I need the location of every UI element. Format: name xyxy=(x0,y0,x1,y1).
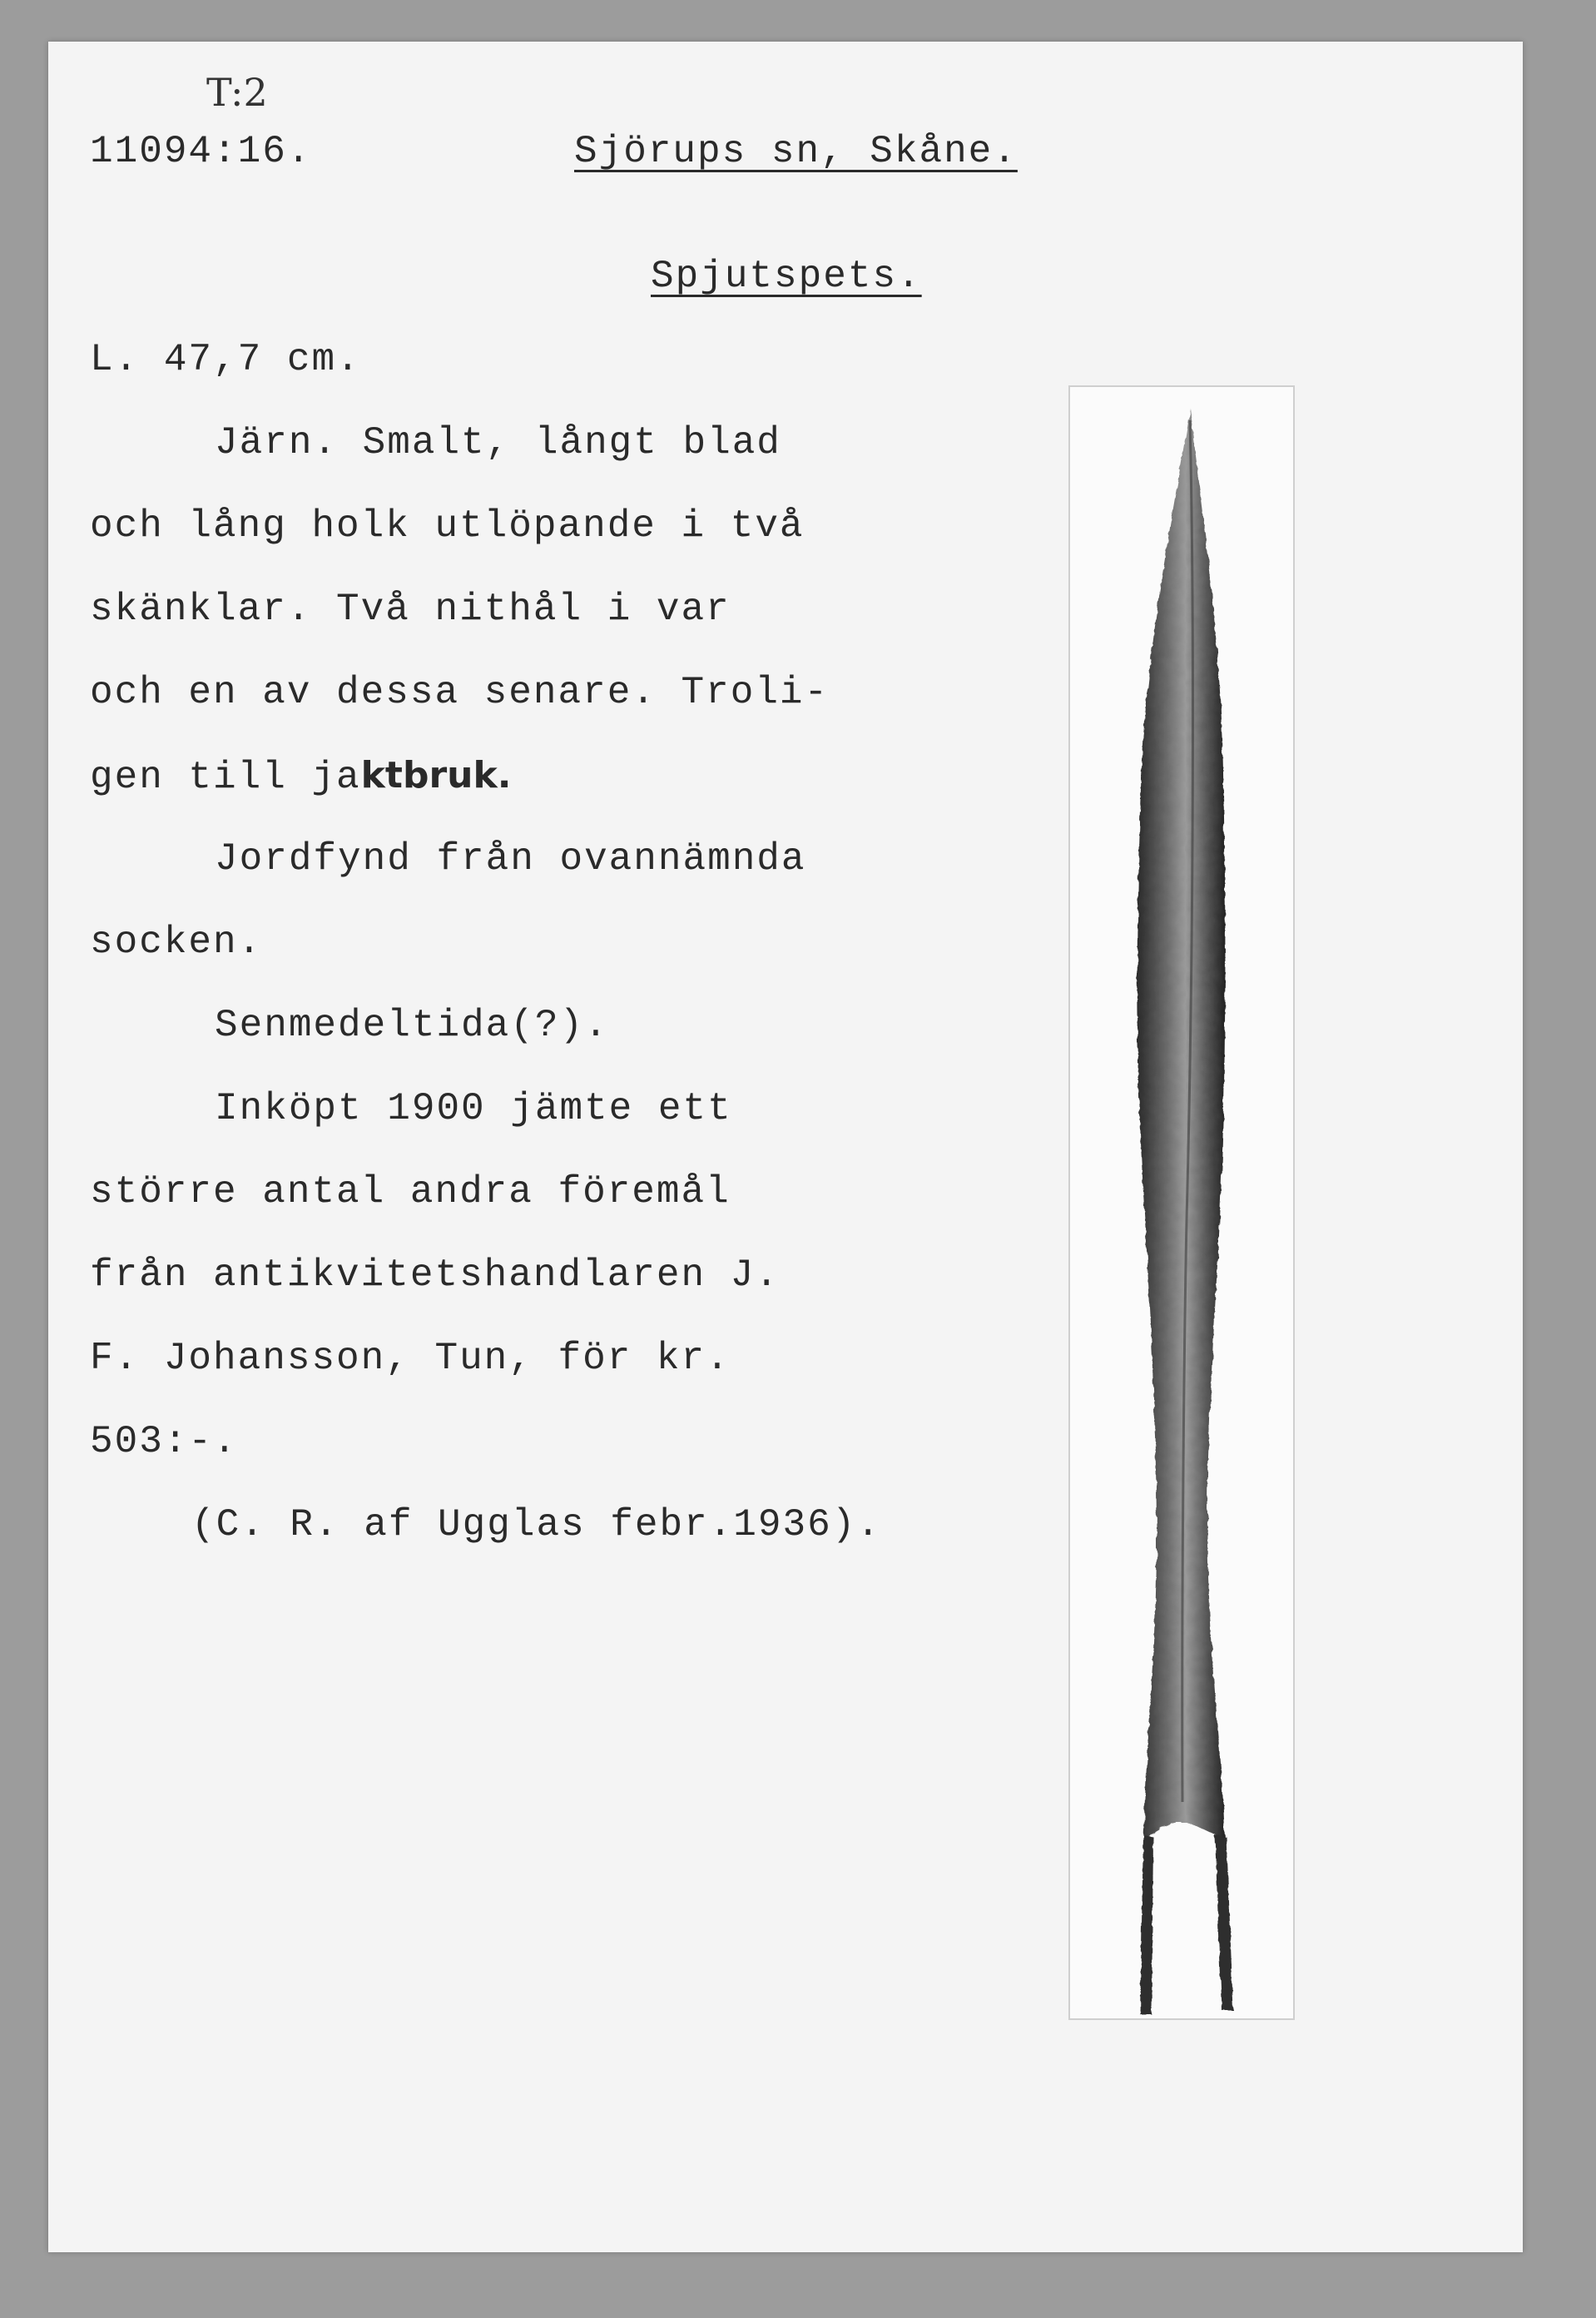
object-title: Spjutspets. xyxy=(651,255,922,298)
find-line: socken. xyxy=(90,921,263,964)
catalog-number: 11094:16. xyxy=(90,130,312,173)
dating: Senmedeltida(?). xyxy=(215,1004,609,1047)
find-location: Sjörups sn, Skåne. xyxy=(574,130,1018,173)
description-line: skänklar. Två nithål i var xyxy=(90,588,731,631)
signature: (C. R. af Ugglas febr.1936). xyxy=(191,1503,881,1546)
description-typed-part: gen till ja xyxy=(90,756,361,799)
object-length: L. 47,7 cm. xyxy=(90,338,361,381)
description-line-last xyxy=(90,752,511,801)
description-line: och lång holk utlöpande i två xyxy=(90,504,805,548)
spearhead-right-prong xyxy=(1215,1835,1233,2010)
find-line: Jordfynd från ovannämnda xyxy=(215,837,806,881)
spearhead-left-prong xyxy=(1140,1835,1153,2014)
spearhead-photo-icon xyxy=(1068,385,1295,2020)
acquisition-line: större antal andra föremål xyxy=(90,1170,731,1214)
catalog-card xyxy=(48,42,1523,2252)
description-line: Järn. Smalt, långt blad xyxy=(215,421,781,464)
handwritten-correction: ktbruk. xyxy=(360,754,512,797)
description-line: och en av dessa senare. Troli- xyxy=(90,671,830,714)
acquisition-line: från antikvitetshandlaren J. xyxy=(90,1253,780,1297)
acquisition-line: Inköpt 1900 jämte ett xyxy=(215,1087,732,1130)
reference-mark: T:2 xyxy=(206,70,268,115)
spearhead-drawing xyxy=(1070,387,1293,2018)
acquisition-line: F. Johansson, Tun, för kr. xyxy=(90,1337,731,1380)
acquisition-line: 503:-. xyxy=(90,1420,238,1463)
